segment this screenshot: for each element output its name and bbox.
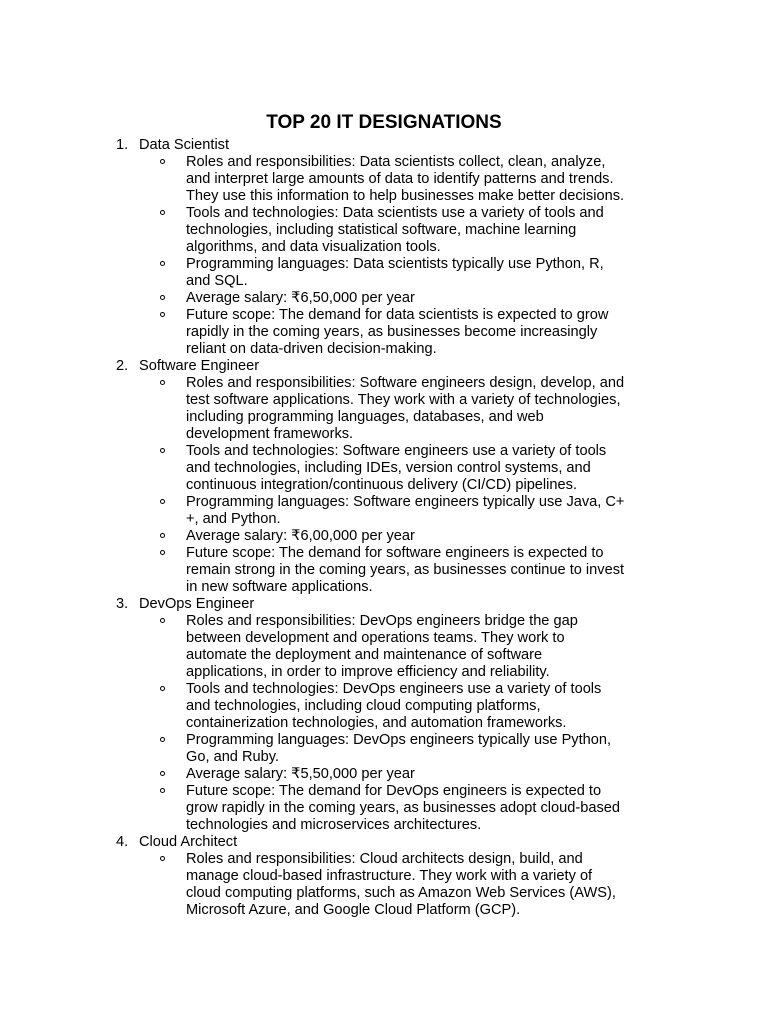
detail-text-line: Programming languages: Data scientists typically use Python, R, bbox=[186, 256, 604, 272]
detail-text-line: between development and operations teams. They work to bbox=[186, 630, 565, 646]
hollow-bullet-icon bbox=[160, 550, 165, 555]
detail-item bbox=[112, 205, 657, 256]
hollow-bullet-icon bbox=[160, 159, 165, 164]
designation-item bbox=[112, 596, 672, 834]
detail-text-line: Future scope: The demand for software engineers is expected to bbox=[186, 545, 604, 561]
detail-list bbox=[112, 154, 672, 358]
designation-name: Cloud Architect bbox=[139, 834, 238, 850]
detail-text-line: applications, in order to improve efficiency and reliability. bbox=[186, 664, 550, 680]
detail-text-line: test software applications. They work with a variety of technologies, bbox=[186, 392, 621, 408]
detail-list bbox=[112, 613, 672, 834]
detail-text-line: Tools and technologies: Software engineers use a variety of tools bbox=[186, 443, 607, 459]
hollow-bullet-icon bbox=[160, 737, 165, 742]
detail-text-line: development frameworks. bbox=[186, 426, 354, 442]
detail-text-line: Go, and Ruby. bbox=[186, 749, 280, 765]
detail-item bbox=[112, 732, 657, 766]
hollow-bullet-icon bbox=[160, 788, 165, 793]
detail-text-line: and technologies, including IDEs, version control systems, and bbox=[186, 460, 591, 476]
hollow-bullet-icon bbox=[160, 771, 165, 776]
designation-list bbox=[112, 137, 672, 919]
detail-item bbox=[112, 851, 657, 919]
detail-text-line: Roles and responsibilities: Cloud architects design, build, and bbox=[186, 851, 583, 867]
detail-text-line: and SQL. bbox=[186, 273, 248, 289]
hollow-bullet-icon bbox=[160, 499, 165, 504]
detail-item bbox=[112, 545, 657, 596]
designation-number: 1. bbox=[116, 137, 129, 153]
detail-text-line: and interpret large amounts of data to identify patterns and trends. bbox=[186, 171, 614, 187]
detail-text-line: Average salary: ₹6,50,000 per year bbox=[186, 290, 415, 306]
detail-text-line: technologies, including statistical software, machine learning bbox=[186, 222, 577, 238]
designation-number: 3. bbox=[116, 596, 129, 612]
detail-text-line: cloud computing platforms, such as Amazon Web Services (AWS), bbox=[186, 885, 616, 901]
hollow-bullet-icon bbox=[160, 618, 165, 623]
hollow-bullet-icon bbox=[160, 533, 165, 538]
designation-number: 2. bbox=[116, 358, 129, 374]
designation-heading bbox=[112, 137, 672, 154]
detail-item bbox=[112, 494, 657, 528]
detail-text-line: algorithms, and data visualization tools. bbox=[186, 239, 441, 255]
detail-text-line: Future scope: The demand for data scientists is expected to grow bbox=[186, 307, 609, 323]
designation-item bbox=[112, 834, 672, 919]
hollow-bullet-icon bbox=[160, 261, 165, 266]
detail-text-line: Roles and responsibilities: Data scientists collect, clean, analyze, bbox=[186, 154, 606, 170]
detail-text-line: in new software applications. bbox=[186, 579, 373, 595]
hollow-bullet-icon bbox=[160, 448, 165, 453]
detail-text-line: Tools and technologies: Data scientists use a variety of tools and bbox=[186, 205, 604, 221]
designation-item bbox=[112, 358, 672, 596]
detail-text-line: Tools and technologies: DevOps engineers use a variety of tools bbox=[186, 681, 602, 697]
detail-text-line: rapidly in the coming years, as businesses become increasingly bbox=[186, 324, 598, 340]
detail-text-line: containerization technologies, and automation frameworks. bbox=[186, 715, 567, 731]
detail-text-line: Roles and responsibilities: DevOps engineers bridge the gap bbox=[186, 613, 578, 629]
detail-text-line: Future scope: The demand for DevOps engineers is expected to bbox=[186, 783, 602, 799]
detail-text-line: and technologies, including cloud computing platforms, bbox=[186, 698, 541, 714]
page-title: TOP 20 IT DESIGNATIONS bbox=[266, 112, 502, 133]
detail-text-line: +, and Python. bbox=[186, 511, 281, 527]
detail-item bbox=[112, 443, 657, 494]
detail-item bbox=[112, 613, 657, 681]
detail-text-line: Average salary: ₹5,50,000 per year bbox=[186, 766, 415, 782]
designation-name: Data Scientist bbox=[139, 137, 230, 153]
designation-number: 4. bbox=[116, 834, 129, 850]
detail-text-line: Programming languages: Software engineers typically use Java, C+ bbox=[186, 494, 625, 510]
designation-heading bbox=[112, 358, 672, 375]
detail-item bbox=[112, 375, 657, 443]
detail-item bbox=[112, 528, 657, 545]
detail-item bbox=[112, 766, 657, 783]
detail-text-line: Average salary: ₹6,00,000 per year bbox=[186, 528, 415, 544]
detail-list bbox=[112, 375, 672, 596]
detail-list bbox=[112, 851, 672, 919]
detail-text-line: manage cloud-based infrastructure. They work with a variety of bbox=[186, 868, 593, 884]
detail-item bbox=[112, 681, 657, 732]
detail-text-line: technologies and microservices architectures. bbox=[186, 817, 482, 833]
detail-text-line: grow rapidly in the coming years, as businesses adopt cloud-based bbox=[186, 800, 621, 816]
designation-name: Software Engineer bbox=[139, 358, 260, 374]
designation-item bbox=[112, 137, 672, 358]
detail-item bbox=[112, 290, 657, 307]
detail-text-line: remain strong in the coming years, as businesses continue to invest bbox=[186, 562, 625, 578]
detail-item bbox=[112, 154, 657, 205]
hollow-bullet-icon bbox=[160, 295, 165, 300]
detail-text-line: reliant on data-driven decision-making. bbox=[186, 341, 437, 357]
detail-text-line: Programming languages: DevOps engineers typically use Python, bbox=[186, 732, 612, 748]
detail-text-line: Microsoft Azure, and Google Cloud Platform (GCP). bbox=[186, 902, 521, 918]
detail-text-line: They use this information to help businesses make better decisions. bbox=[186, 188, 625, 204]
hollow-bullet-icon bbox=[160, 312, 165, 317]
detail-item bbox=[112, 783, 657, 834]
detail-text-line: continuous integration/continuous delivery (CI/CD) pipelines. bbox=[186, 477, 577, 493]
designation-heading bbox=[112, 834, 672, 851]
hollow-bullet-icon bbox=[160, 686, 165, 691]
detail-text-line: automate the deployment and maintenance of software bbox=[186, 647, 543, 663]
detail-item bbox=[112, 307, 657, 358]
hollow-bullet-icon bbox=[160, 210, 165, 215]
designation-name: DevOps Engineer bbox=[139, 596, 255, 612]
designation-heading bbox=[112, 596, 672, 613]
detail-text-line: including programming languages, databases, and web bbox=[186, 409, 544, 425]
detail-text-line: Roles and responsibilities: Software engineers design, develop, and bbox=[186, 375, 625, 391]
hollow-bullet-icon bbox=[160, 856, 165, 861]
detail-item bbox=[112, 256, 657, 290]
hollow-bullet-icon bbox=[160, 380, 165, 385]
